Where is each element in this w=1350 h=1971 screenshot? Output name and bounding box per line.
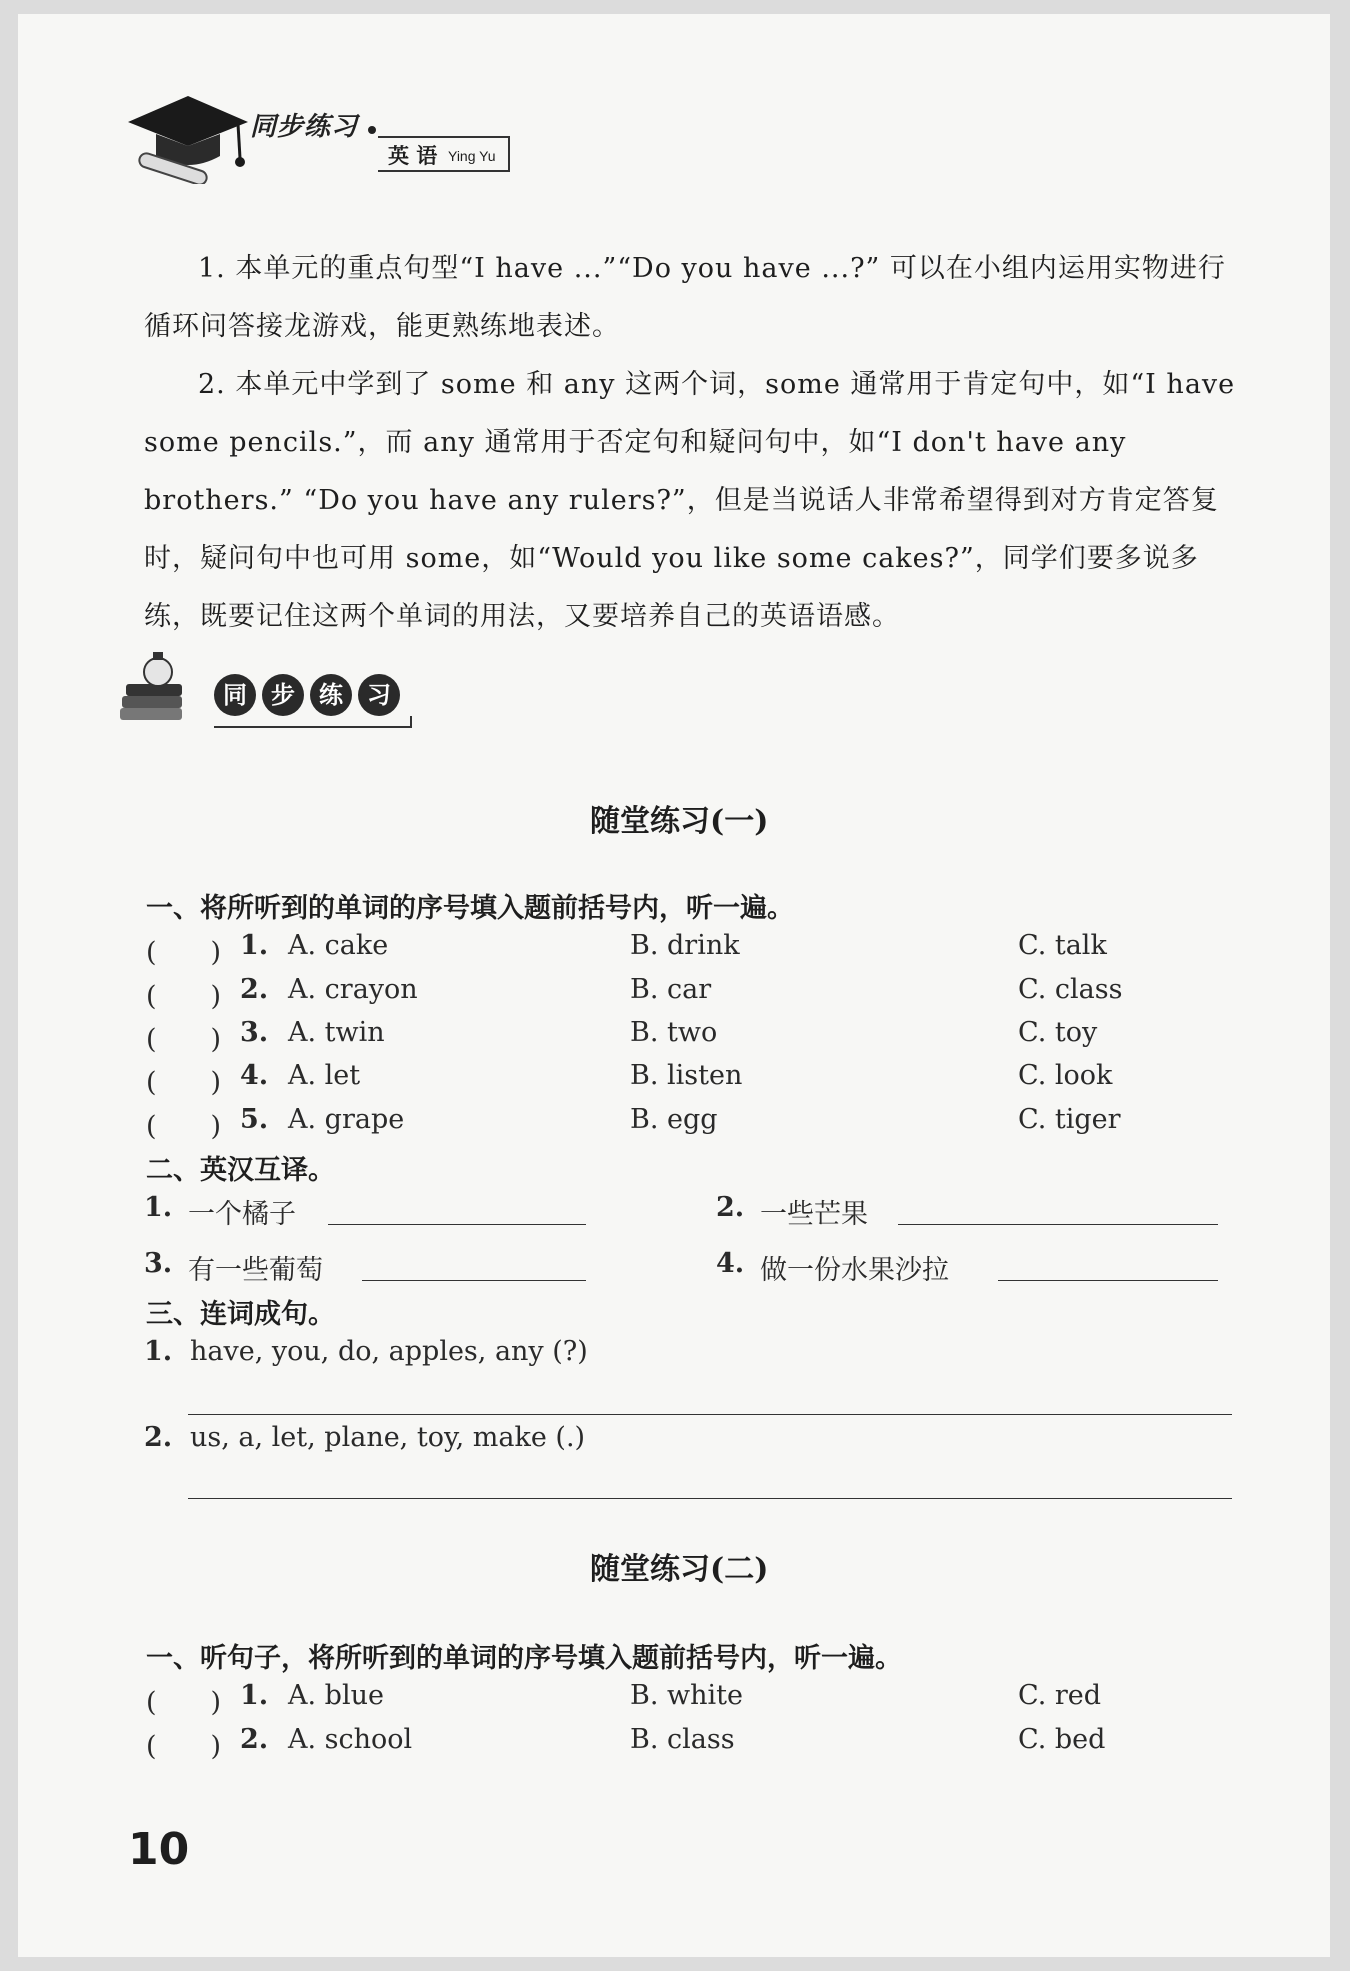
word-order-prompt: us, a, let, plane, toy, make (.) — [190, 1422, 586, 1453]
books-bulb-icon — [118, 650, 198, 730]
translation-prompt: 做一份水果沙拉 — [760, 1255, 949, 1286]
badge-char: 练 — [310, 674, 352, 716]
question-number: 5. — [240, 1104, 269, 1135]
answer-paren[interactable]: ( ) — [146, 1024, 222, 1055]
option-b: B. white — [630, 1680, 743, 1711]
option-b: B. listen — [630, 1060, 743, 1091]
option-a: A. crayon — [288, 974, 418, 1005]
question-number: 2. — [144, 1422, 173, 1453]
answer-line[interactable] — [188, 1414, 1232, 1415]
question-number: 4. — [716, 1248, 745, 1279]
graduation-cap-icon — [118, 84, 258, 184]
option-a: A. twin — [288, 1017, 385, 1048]
intro-paragraph-1: 1. 本单元的重点句型“I have ...”“Do you have ...?” 可以在小组内运用实物进行循环问答接龙游戏，能更熟练地表述。 — [144, 253, 1226, 342]
answer-line[interactable] — [188, 1498, 1232, 1499]
question-number: 3. — [240, 1017, 269, 1048]
badge-char: 步 — [262, 674, 304, 716]
option-b: B. car — [630, 974, 712, 1005]
answer-paren[interactable]: ( ) — [146, 1731, 222, 1762]
option-c: C. class — [1018, 974, 1123, 1005]
word-order-prompt: have, you, do, apples, any (?) — [190, 1336, 588, 1367]
option-c: C. toy — [1018, 1017, 1098, 1048]
page-number: 10 — [128, 1824, 190, 1875]
option-c: C. red — [1018, 1680, 1102, 1711]
answer-line[interactable] — [898, 1224, 1218, 1225]
section-badge-underline — [214, 716, 412, 728]
option-c: C. look — [1018, 1060, 1113, 1091]
header-badge: 同步练习 — [250, 112, 359, 142]
question-number: 1. — [240, 1680, 269, 1711]
lesson1-part2-title: 二、英汉互译。 — [146, 1155, 335, 1186]
translation-prompt: 一个橘子 — [188, 1199, 296, 1230]
answer-paren[interactable]: ( ) — [146, 1111, 222, 1142]
intro-paragraph-2: 2. 本单元中学到了 some 和 any 这两个词，some 通常用于肯定句中，如“I have some pencils.”，而 any 通常用于否定句和疑问句中，如“I don't have any brothers.” “Do you have any rulers?”，但是当说话人非常希望得到对方肯定答复时，疑问句中也可用 some，如“Would you like some cakes?”，同学们要多说多练，既要记住这两个单词的用法，又要培养自己的英语语感。 — [144, 369, 1236, 632]
answer-paren[interactable]: ( ) — [146, 937, 222, 968]
question-number: 2. — [716, 1192, 745, 1223]
header-dot — [368, 126, 376, 134]
lesson1-part1-title: 一、将所听到的单词的序号填入题前括号内，听一遍。 — [146, 893, 794, 924]
option-c: C. bed — [1018, 1724, 1106, 1755]
option-a: A. blue — [288, 1680, 384, 1711]
answer-line[interactable] — [328, 1224, 586, 1225]
lesson2-part1-title: 一、听句子，将所听到的单词的序号填入题前括号内，听一遍。 — [146, 1643, 902, 1674]
option-b: B. class — [630, 1724, 735, 1755]
option-a: A. school — [288, 1724, 413, 1755]
translation-prompt: 有一些葡萄 — [188, 1255, 323, 1286]
section-badge-chars — [214, 674, 406, 716]
question-number: 2. — [240, 974, 269, 1005]
option-a: A. grape — [288, 1104, 405, 1135]
question-number: 1. — [144, 1192, 173, 1223]
header-pinyin: Ying Yu — [448, 148, 496, 164]
lesson1-part3-title: 三、连词成句。 — [146, 1299, 335, 1330]
option-b: B. two — [630, 1017, 718, 1048]
answer-paren[interactable]: ( ) — [146, 1067, 222, 1098]
badge-char: 习 — [358, 674, 400, 716]
option-c: C. talk — [1018, 930, 1107, 961]
question-number: 4. — [240, 1060, 269, 1091]
option-a: A. let — [288, 1060, 361, 1091]
answer-paren[interactable]: ( ) — [146, 1687, 222, 1718]
translation-prompt: 一些芒果 — [760, 1199, 868, 1230]
answer-paren[interactable]: ( ) — [146, 981, 222, 1012]
badge-char: 同 — [214, 674, 256, 716]
header-subject: 英 语 — [388, 144, 438, 168]
lesson1-title: 随堂练习(一) — [590, 804, 769, 839]
workbook-page — [18, 14, 1330, 1957]
question-number: 3. — [144, 1248, 173, 1279]
option-b: B. drink — [630, 930, 740, 961]
option-a: A. cake — [288, 930, 389, 961]
answer-line[interactable] — [998, 1280, 1218, 1281]
lesson2-title: 随堂练习(二) — [590, 1552, 769, 1587]
question-number: 1. — [144, 1336, 173, 1367]
option-b: B. egg — [630, 1104, 718, 1135]
option-c: C. tiger — [1018, 1104, 1121, 1135]
answer-line[interactable] — [362, 1280, 586, 1281]
question-number: 2. — [240, 1724, 269, 1755]
question-number: 1. — [240, 930, 269, 961]
